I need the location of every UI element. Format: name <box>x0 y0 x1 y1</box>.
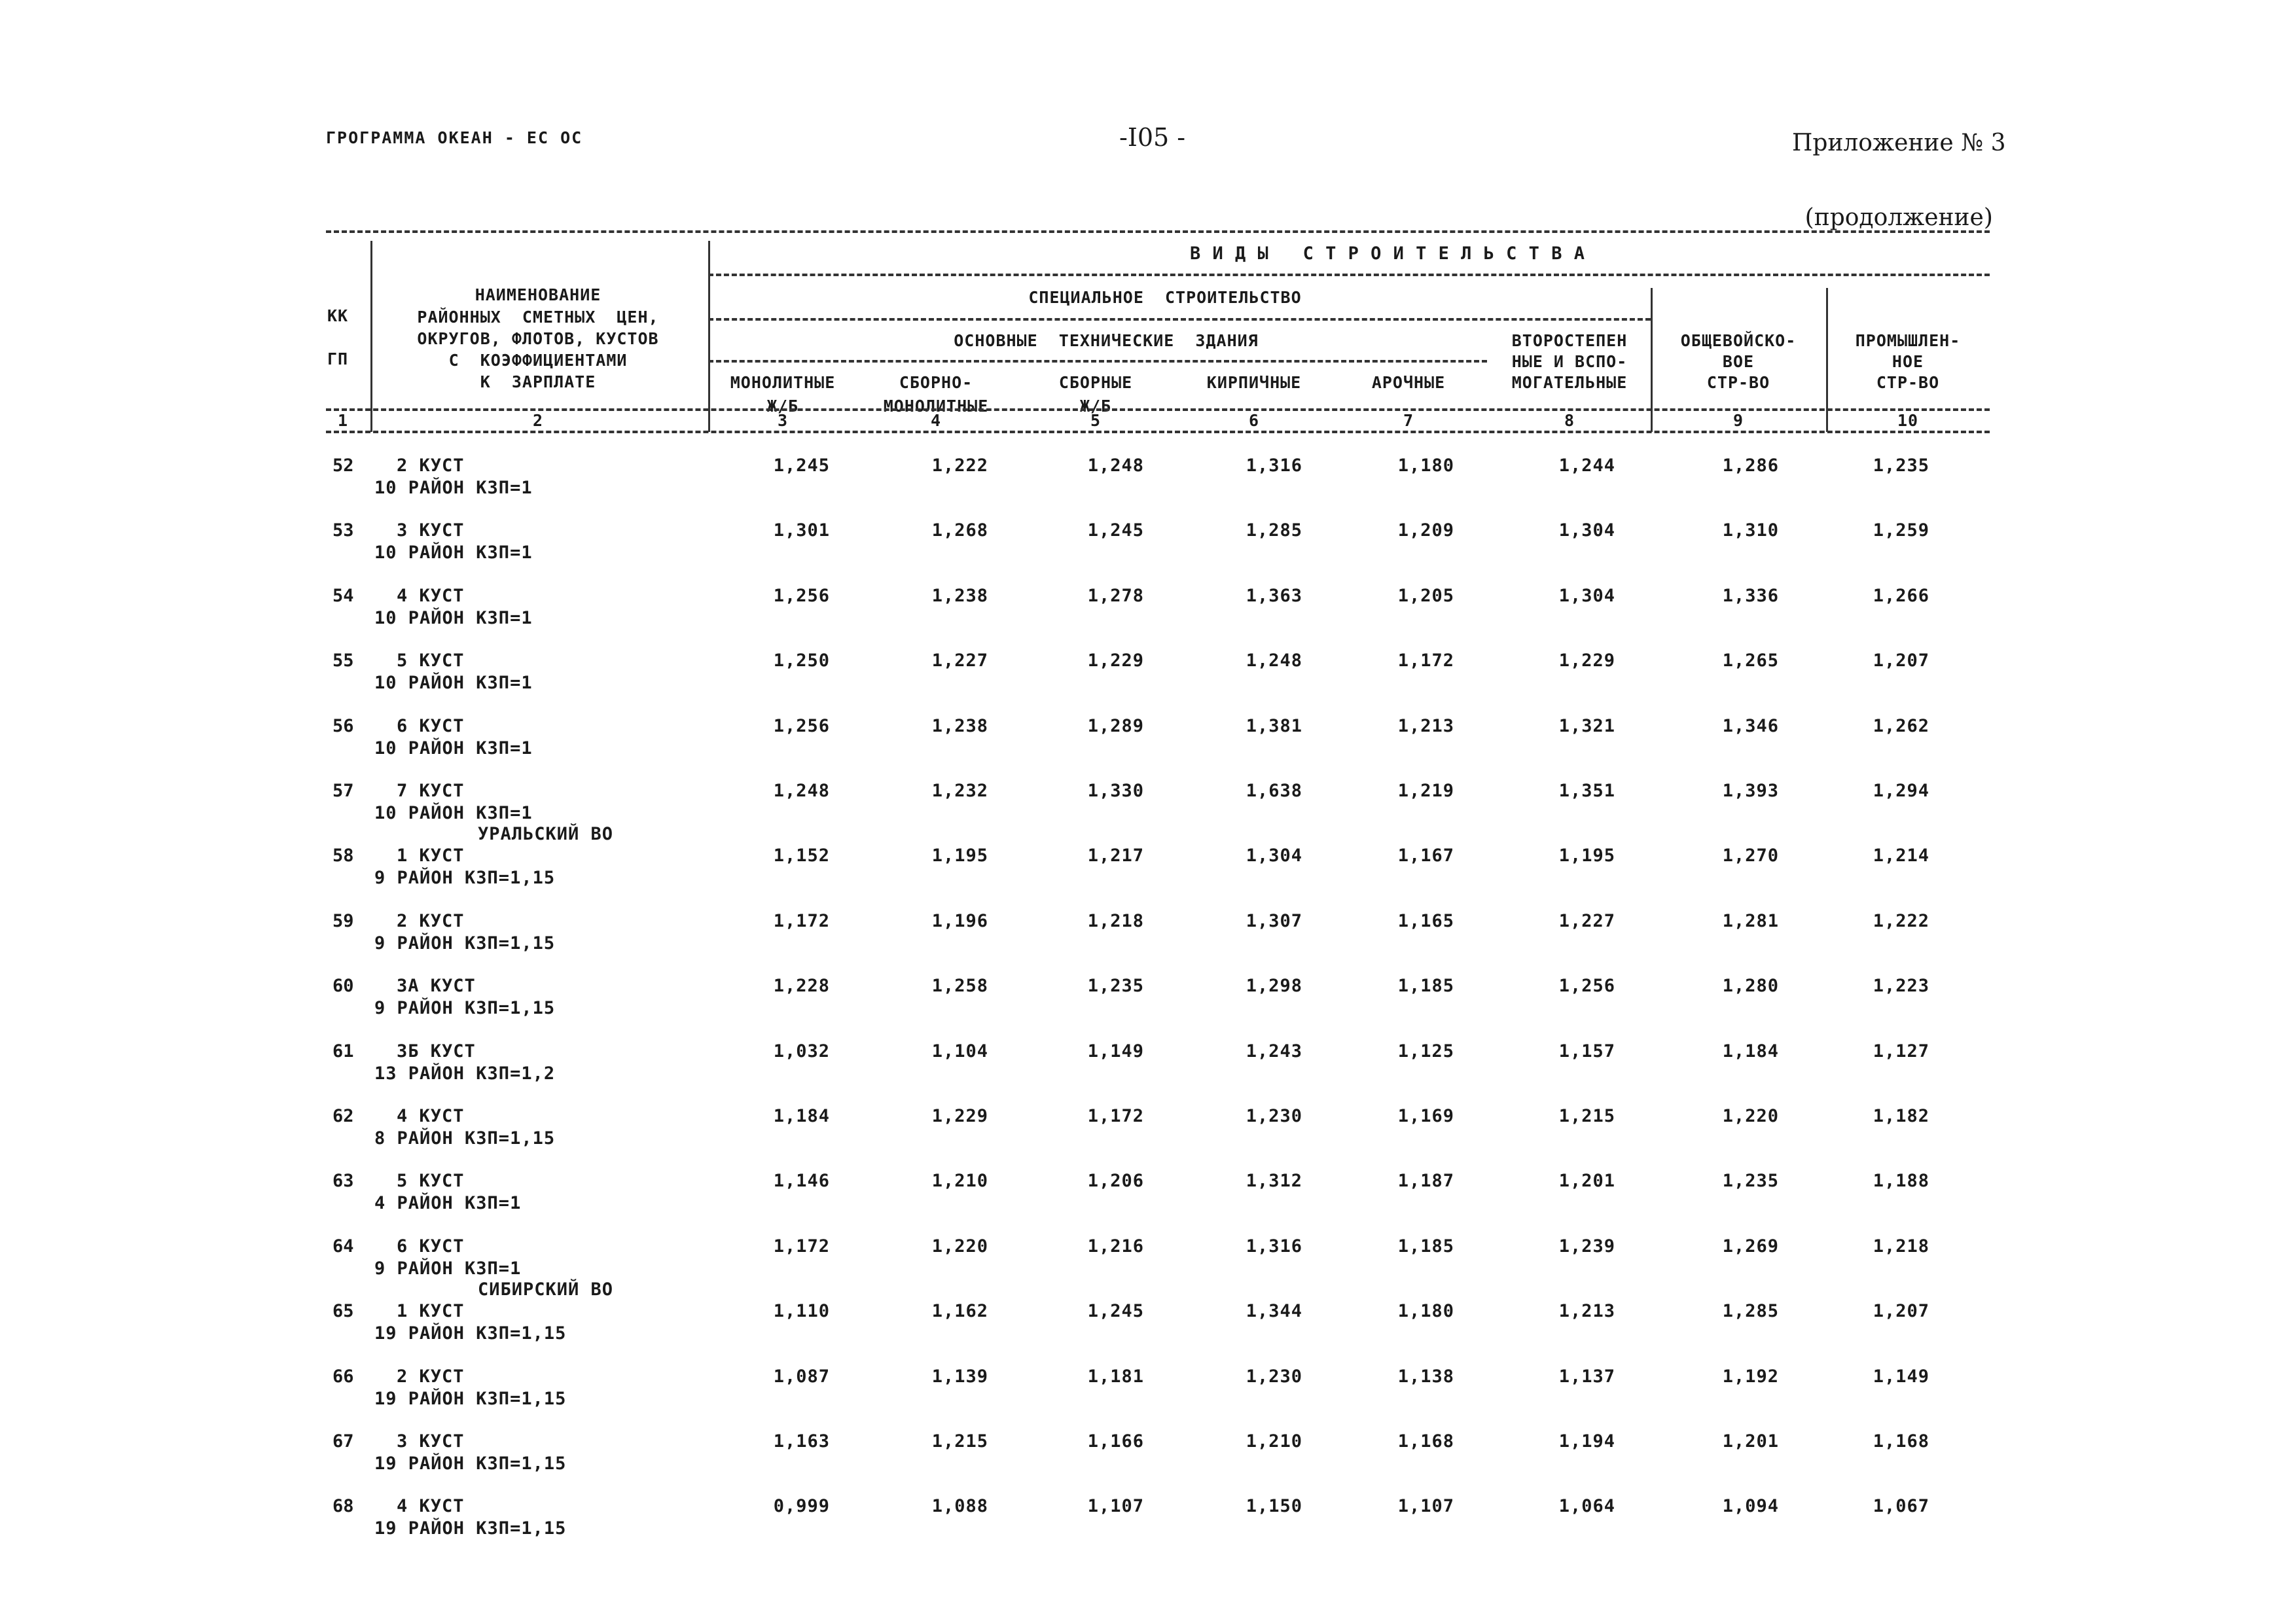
value-cell: 1,316 <box>1246 455 1302 476</box>
value-cell: 1,243 <box>1246 1041 1302 1061</box>
value-cell: 1,094 <box>1722 1496 1779 1516</box>
header-secondary-l3: МОГАТЕЛЬНЫЕ <box>1511 373 1628 392</box>
column-number: 3 <box>777 411 789 430</box>
row-number: 61 <box>332 1041 354 1061</box>
value-cell: 1,363 <box>1246 586 1302 606</box>
row-subtitle: 10 РАЙОН КЗП=1 <box>374 673 533 693</box>
value-cell: 1,149 <box>1087 1041 1144 1061</box>
row-name: 3 КУСТ <box>397 520 465 541</box>
column-number: 1 <box>337 411 349 430</box>
row-number: 66 <box>332 1366 354 1387</box>
value-cell: 1,192 <box>1722 1366 1779 1387</box>
value-cell: 1,245 <box>773 455 830 476</box>
value-cell: 1,139 <box>931 1366 988 1387</box>
value-cell: 1,258 <box>931 976 988 996</box>
value-cell: 1,214 <box>1873 846 1929 866</box>
value-cell: 1,268 <box>931 520 988 541</box>
value-cell: 1,194 <box>1558 1431 1615 1452</box>
value-cell: 1,285 <box>1722 1301 1779 1321</box>
value-cell: 1,165 <box>1397 911 1454 931</box>
value-cell: 1,229 <box>1087 651 1144 671</box>
value-cell: 1,196 <box>931 911 988 931</box>
value-cell: 1,215 <box>931 1431 988 1452</box>
value-cell: 1,229 <box>931 1106 988 1126</box>
header-name-l5: К ЗАРПЛАТЕ <box>480 372 596 391</box>
value-cell: 1,235 <box>1087 976 1144 996</box>
value-cell: 1,218 <box>1873 1236 1929 1257</box>
value-cell: 1,138 <box>1397 1366 1454 1387</box>
row-number: 68 <box>332 1496 354 1516</box>
row-name: 2 КУСТ <box>397 1366 465 1387</box>
value-cell: 1,316 <box>1246 1236 1302 1257</box>
row-subtitle: 19 РАЙОН КЗП=1,15 <box>374 1323 567 1344</box>
value-cell: 1,107 <box>1087 1496 1144 1516</box>
value-cell: 1,168 <box>1397 1431 1454 1452</box>
value-cell: 1,088 <box>931 1496 988 1516</box>
header-secondary-l1: ВТОРОСТЕПЕН <box>1511 331 1628 350</box>
value-cell: 1,166 <box>1087 1431 1144 1452</box>
value-cell: 1,259 <box>1873 520 1929 541</box>
row-subtitle: 9 РАЙОН КЗП=1,15 <box>374 998 556 1018</box>
value-cell: 1,104 <box>931 1041 988 1061</box>
row-name: 1 КУСТ <box>397 846 465 866</box>
value-cell: 1,256 <box>1558 976 1615 996</box>
value-cell: 1,312 <box>1246 1171 1302 1191</box>
row-number: 59 <box>332 911 354 931</box>
header-military-l3: СТР-ВО <box>1706 373 1770 392</box>
value-cell: 1,298 <box>1246 976 1302 996</box>
row-name: 6 КУСТ <box>397 716 465 736</box>
value-cell: 1,169 <box>1397 1106 1454 1126</box>
row-number: 55 <box>332 651 354 671</box>
value-cell: 1,184 <box>1722 1041 1779 1061</box>
row-number: 58 <box>332 846 354 866</box>
header-special-title: СПЕЦИАЛЬНОЕ СТРОИТЕЛЬСТВО <box>1028 288 1302 307</box>
value-cell: 1,235 <box>1873 455 1929 476</box>
row-number: 63 <box>332 1171 354 1191</box>
column-number: 10 <box>1897 411 1919 430</box>
value-cell: 1,150 <box>1246 1496 1302 1516</box>
value-cell: 1,067 <box>1873 1496 1929 1516</box>
value-cell: 1,127 <box>1873 1041 1929 1061</box>
value-cell: 1,227 <box>1558 911 1615 931</box>
value-cell: 1,172 <box>1397 651 1454 671</box>
value-cell: 1,185 <box>1397 1236 1454 1257</box>
value-cell: 1,205 <box>1397 586 1454 606</box>
column-number: 2 <box>532 411 544 430</box>
value-cell: 1,157 <box>1558 1041 1615 1061</box>
header-col-num-l2: ГП <box>327 349 349 368</box>
value-cell: 1,230 <box>1246 1106 1302 1126</box>
row-name: 7 КУСТ <box>397 781 465 801</box>
value-cell: 1,265 <box>1722 651 1779 671</box>
value-cell: 1,229 <box>1558 651 1615 671</box>
value-cell: 1,262 <box>1873 716 1929 736</box>
value-cell: 1,163 <box>773 1431 830 1452</box>
value-cell: 1,168 <box>1873 1431 1929 1452</box>
row-name: 4 КУСТ <box>397 586 465 606</box>
value-cell: 1,285 <box>1246 520 1302 541</box>
header-top-rule <box>326 230 1990 233</box>
value-cell: 1,187 <box>1397 1171 1454 1191</box>
row-subtitle: 19 РАЙОН КЗП=1,15 <box>374 1389 567 1409</box>
header-military-l1: ОБЩЕВОЙСКО- <box>1680 331 1797 350</box>
value-cell: 1,064 <box>1558 1496 1615 1516</box>
value-cell: 1,244 <box>1558 455 1615 476</box>
header-rule-group <box>708 274 1990 276</box>
value-cell: 1,167 <box>1397 846 1454 866</box>
value-cell: 1,213 <box>1558 1301 1615 1321</box>
value-cell: 1,245 <box>1087 520 1144 541</box>
value-cell: 1,188 <box>1873 1171 1929 1191</box>
row-name: 3 КУСТ <box>397 1431 465 1452</box>
value-cell: 1,220 <box>931 1236 988 1257</box>
value-cell: 1,206 <box>1087 1171 1144 1191</box>
value-cell: 1,248 <box>1087 455 1144 476</box>
value-cell: 1,209 <box>1397 520 1454 541</box>
value-cell: 1,344 <box>1246 1301 1302 1321</box>
value-cell: 1,304 <box>1246 846 1302 866</box>
row-subtitle: 10 РАЙОН КЗП=1 <box>374 608 533 628</box>
header-col7-l1: АРОЧНЫЕ <box>1371 373 1446 392</box>
value-cell: 1,210 <box>931 1171 988 1191</box>
program-title: ГРОГРАММА ОКЕАН - ЕС ОС <box>326 128 583 147</box>
annex-line-2: (продолжение) <box>1804 204 1993 231</box>
value-cell: 1,218 <box>1087 911 1144 931</box>
value-cell: 1,238 <box>931 586 988 606</box>
header-secondary-l2: НЫЕ И ВСПО- <box>1511 352 1628 371</box>
row-subtitle: 9 РАЙОН КЗП=1,15 <box>374 933 556 954</box>
value-cell: 1,336 <box>1722 586 1779 606</box>
value-cell: 1,185 <box>1397 976 1454 996</box>
value-cell: 1,228 <box>773 976 830 996</box>
value-cell: 1,289 <box>1087 716 1144 736</box>
header-name-l2: РАЙОННЫХ СМЕТНЫХ ЦЕН, <box>417 308 659 327</box>
value-cell: 1,266 <box>1873 586 1929 606</box>
value-cell: 1,269 <box>1722 1236 1779 1257</box>
row-name: 2 КУСТ <box>397 911 465 931</box>
value-cell: 1,222 <box>1873 911 1929 931</box>
column-number: 7 <box>1403 411 1414 430</box>
value-cell: 1,223 <box>1873 976 1929 996</box>
value-cell: 1,270 <box>1722 846 1779 866</box>
row-subtitle: 13 РАЙОН КЗП=1,2 <box>374 1063 556 1084</box>
header-divider-name <box>708 241 710 432</box>
row-number: 60 <box>332 976 354 996</box>
header-name-l4: С КОЭФФИЦИЕНТАМИ <box>448 351 628 370</box>
value-cell: 1,256 <box>773 586 830 606</box>
row-name: 3Б КУСТ <box>397 1041 476 1061</box>
value-cell: 1,087 <box>773 1366 830 1387</box>
value-cell: 1,180 <box>1397 455 1454 476</box>
header-col3-l1: МОНОЛИТНЫЕ <box>730 373 836 392</box>
column-number: 6 <box>1248 411 1260 430</box>
value-cell: 1,227 <box>931 651 988 671</box>
value-cell: 1,278 <box>1087 586 1144 606</box>
row-subtitle: 19 РАЙОН КЗП=1,15 <box>374 1518 567 1539</box>
value-cell: 1,638 <box>1246 781 1302 801</box>
column-number: 5 <box>1090 411 1102 430</box>
value-cell: 1,162 <box>931 1301 988 1321</box>
row-subtitle: 19 РАЙОН КЗП=1,15 <box>374 1454 567 1474</box>
row-subtitle: 10 РАЙОН КЗП=1 <box>374 738 533 758</box>
header-col-num-l1: КК <box>327 306 349 325</box>
value-cell: 1,310 <box>1722 520 1779 541</box>
row-subtitle: 9 РАЙОН КЗП=1,15 <box>374 868 556 888</box>
value-cell: 1,032 <box>773 1041 830 1061</box>
row-name: 1 КУСТ <box>397 1301 465 1321</box>
value-cell: 1,235 <box>1722 1171 1779 1191</box>
header-industrial-l2: НОЕ <box>1892 352 1924 371</box>
header-divider-num <box>370 241 372 432</box>
value-cell: 1,137 <box>1558 1366 1615 1387</box>
value-cell: 1,330 <box>1087 781 1144 801</box>
value-cell: 1,304 <box>1558 586 1615 606</box>
header-col4-l2: МОНОЛИТНЫЕ <box>883 397 989 416</box>
column-number: 8 <box>1564 411 1575 430</box>
value-cell: 1,207 <box>1873 1301 1929 1321</box>
value-cell: 1,351 <box>1558 781 1615 801</box>
row-number: 56 <box>332 716 354 736</box>
value-cell: 1,180 <box>1397 1301 1454 1321</box>
value-cell: 1,245 <box>1087 1301 1144 1321</box>
value-cell: 1,213 <box>1397 716 1454 736</box>
value-cell: 1,238 <box>931 716 988 736</box>
header-col6-l1: КИРПИЧНЫЕ <box>1206 373 1302 392</box>
value-cell: 1,239 <box>1558 1236 1615 1257</box>
header-industrial-l1: ПРОМЫШЛЕН- <box>1855 331 1961 350</box>
row-number: 62 <box>332 1106 354 1126</box>
value-cell: 1,110 <box>773 1301 830 1321</box>
value-cell: 1,230 <box>1246 1366 1302 1387</box>
value-cell: 1,301 <box>773 520 830 541</box>
column-number: 4 <box>930 411 942 430</box>
row-subtitle: 10 РАЙОН КЗП=1 <box>374 478 533 498</box>
row-name: 3А КУСТ <box>397 976 476 996</box>
value-cell: 1,125 <box>1397 1041 1454 1061</box>
value-cell: 1,321 <box>1558 716 1615 736</box>
value-cell: 1,294 <box>1873 781 1929 801</box>
page-number: -I05 - <box>1119 123 1186 152</box>
row-subtitle: 10 РАЙОН КЗП=1 <box>374 803 533 823</box>
value-cell: 1,248 <box>773 781 830 801</box>
value-cell: 1,210 <box>1246 1431 1302 1452</box>
value-cell: 1,222 <box>931 455 988 476</box>
value-cell: 1,393 <box>1722 781 1779 801</box>
value-cell: 1,195 <box>1558 846 1615 866</box>
row-number: 54 <box>332 586 354 606</box>
value-cell: 1,250 <box>773 651 830 671</box>
row-number: 53 <box>332 520 354 541</box>
row-subtitle: 10 РАЙОН КЗП=1 <box>374 543 533 563</box>
row-number: 57 <box>332 781 354 801</box>
row-number: 52 <box>332 455 354 476</box>
value-cell: 1,256 <box>773 716 830 736</box>
value-cell: 1,304 <box>1558 520 1615 541</box>
header-military-l2: ВОЕ <box>1722 352 1755 371</box>
header-name-l1: НАИМЕНОВАНИЕ <box>475 285 601 304</box>
value-cell: 1,280 <box>1722 976 1779 996</box>
value-cell: 1,220 <box>1722 1106 1779 1126</box>
value-cell: 1,146 <box>773 1171 830 1191</box>
region-section-title: УРАЛЬСКИЙ ВО <box>478 824 614 844</box>
header-name-l3: ОКРУГОВ, ФЛОТОВ, КУСТОВ <box>417 329 659 348</box>
value-cell: 1,207 <box>1873 651 1929 671</box>
header-rule-main <box>708 360 1487 363</box>
header-col5-l2: Ж/Б <box>1079 397 1112 416</box>
value-cell: 1,215 <box>1558 1106 1615 1126</box>
value-cell: 1,281 <box>1722 911 1779 931</box>
value-cell: 1,149 <box>1873 1366 1929 1387</box>
row-name: 4 КУСТ <box>397 1106 465 1126</box>
value-cell: 1,286 <box>1722 455 1779 476</box>
row-subtitle: 4 РАЙОН КЗП=1 <box>374 1193 522 1213</box>
value-cell: 1,195 <box>931 846 988 866</box>
value-cell: 1,172 <box>773 911 830 931</box>
value-cell: 1,217 <box>1087 846 1144 866</box>
header-rule-special <box>708 318 1651 321</box>
header-industrial-l3: СТР-ВО <box>1876 373 1940 392</box>
header-rule-numbers-bottom <box>326 431 1990 433</box>
value-cell: 1,232 <box>931 781 988 801</box>
header-col4-l1: СБОРНО- <box>899 373 973 392</box>
value-cell: 1,182 <box>1873 1106 1929 1126</box>
row-name: 6 КУСТ <box>397 1236 465 1257</box>
value-cell: 1,248 <box>1246 651 1302 671</box>
header-col3-l2: Ж/Б <box>766 397 799 416</box>
header-main-buildings-title: ОСНОВНЫЕ ТЕХНИЧЕСКИЕ ЗДАНИЯ <box>954 331 1259 350</box>
value-cell: 1,307 <box>1246 911 1302 931</box>
value-cell: 1,107 <box>1397 1496 1454 1516</box>
row-subtitle: 8 РАЙОН КЗП=1,15 <box>374 1128 556 1149</box>
value-cell: 1,201 <box>1558 1171 1615 1191</box>
column-number: 9 <box>1732 411 1744 430</box>
value-cell: 1,346 <box>1722 716 1779 736</box>
row-name: 4 КУСТ <box>397 1496 465 1516</box>
row-name: 5 КУСТ <box>397 651 465 671</box>
row-subtitle: 9 РАЙОН КЗП=1 <box>374 1258 522 1279</box>
header-col5-l1: СБОРНЫЕ <box>1058 373 1133 392</box>
row-number: 65 <box>332 1301 354 1321</box>
value-cell: 1,216 <box>1087 1236 1144 1257</box>
annex-label <box>1792 81 2006 255</box>
row-number: 67 <box>332 1431 354 1452</box>
value-cell: 1,201 <box>1722 1431 1779 1452</box>
annex-line-1: Приложение № 3 <box>1792 130 2006 156</box>
value-cell: 1,152 <box>773 846 830 866</box>
value-cell: 0,999 <box>773 1496 830 1516</box>
header-group-title: В И Д Ы С Т Р О И Т Е Л Ь С Т В А <box>1190 243 1585 264</box>
row-number: 64 <box>332 1236 354 1257</box>
row-name: 2 КУСТ <box>397 455 465 476</box>
value-cell: 1,184 <box>773 1106 830 1126</box>
value-cell: 1,172 <box>773 1236 830 1257</box>
value-cell: 1,172 <box>1087 1106 1144 1126</box>
value-cell: 1,219 <box>1397 781 1454 801</box>
region-section-title: СИБИРСКИЙ ВО <box>478 1279 614 1300</box>
value-cell: 1,181 <box>1087 1366 1144 1387</box>
value-cell: 1,381 <box>1246 716 1302 736</box>
row-name: 5 КУСТ <box>397 1171 465 1191</box>
